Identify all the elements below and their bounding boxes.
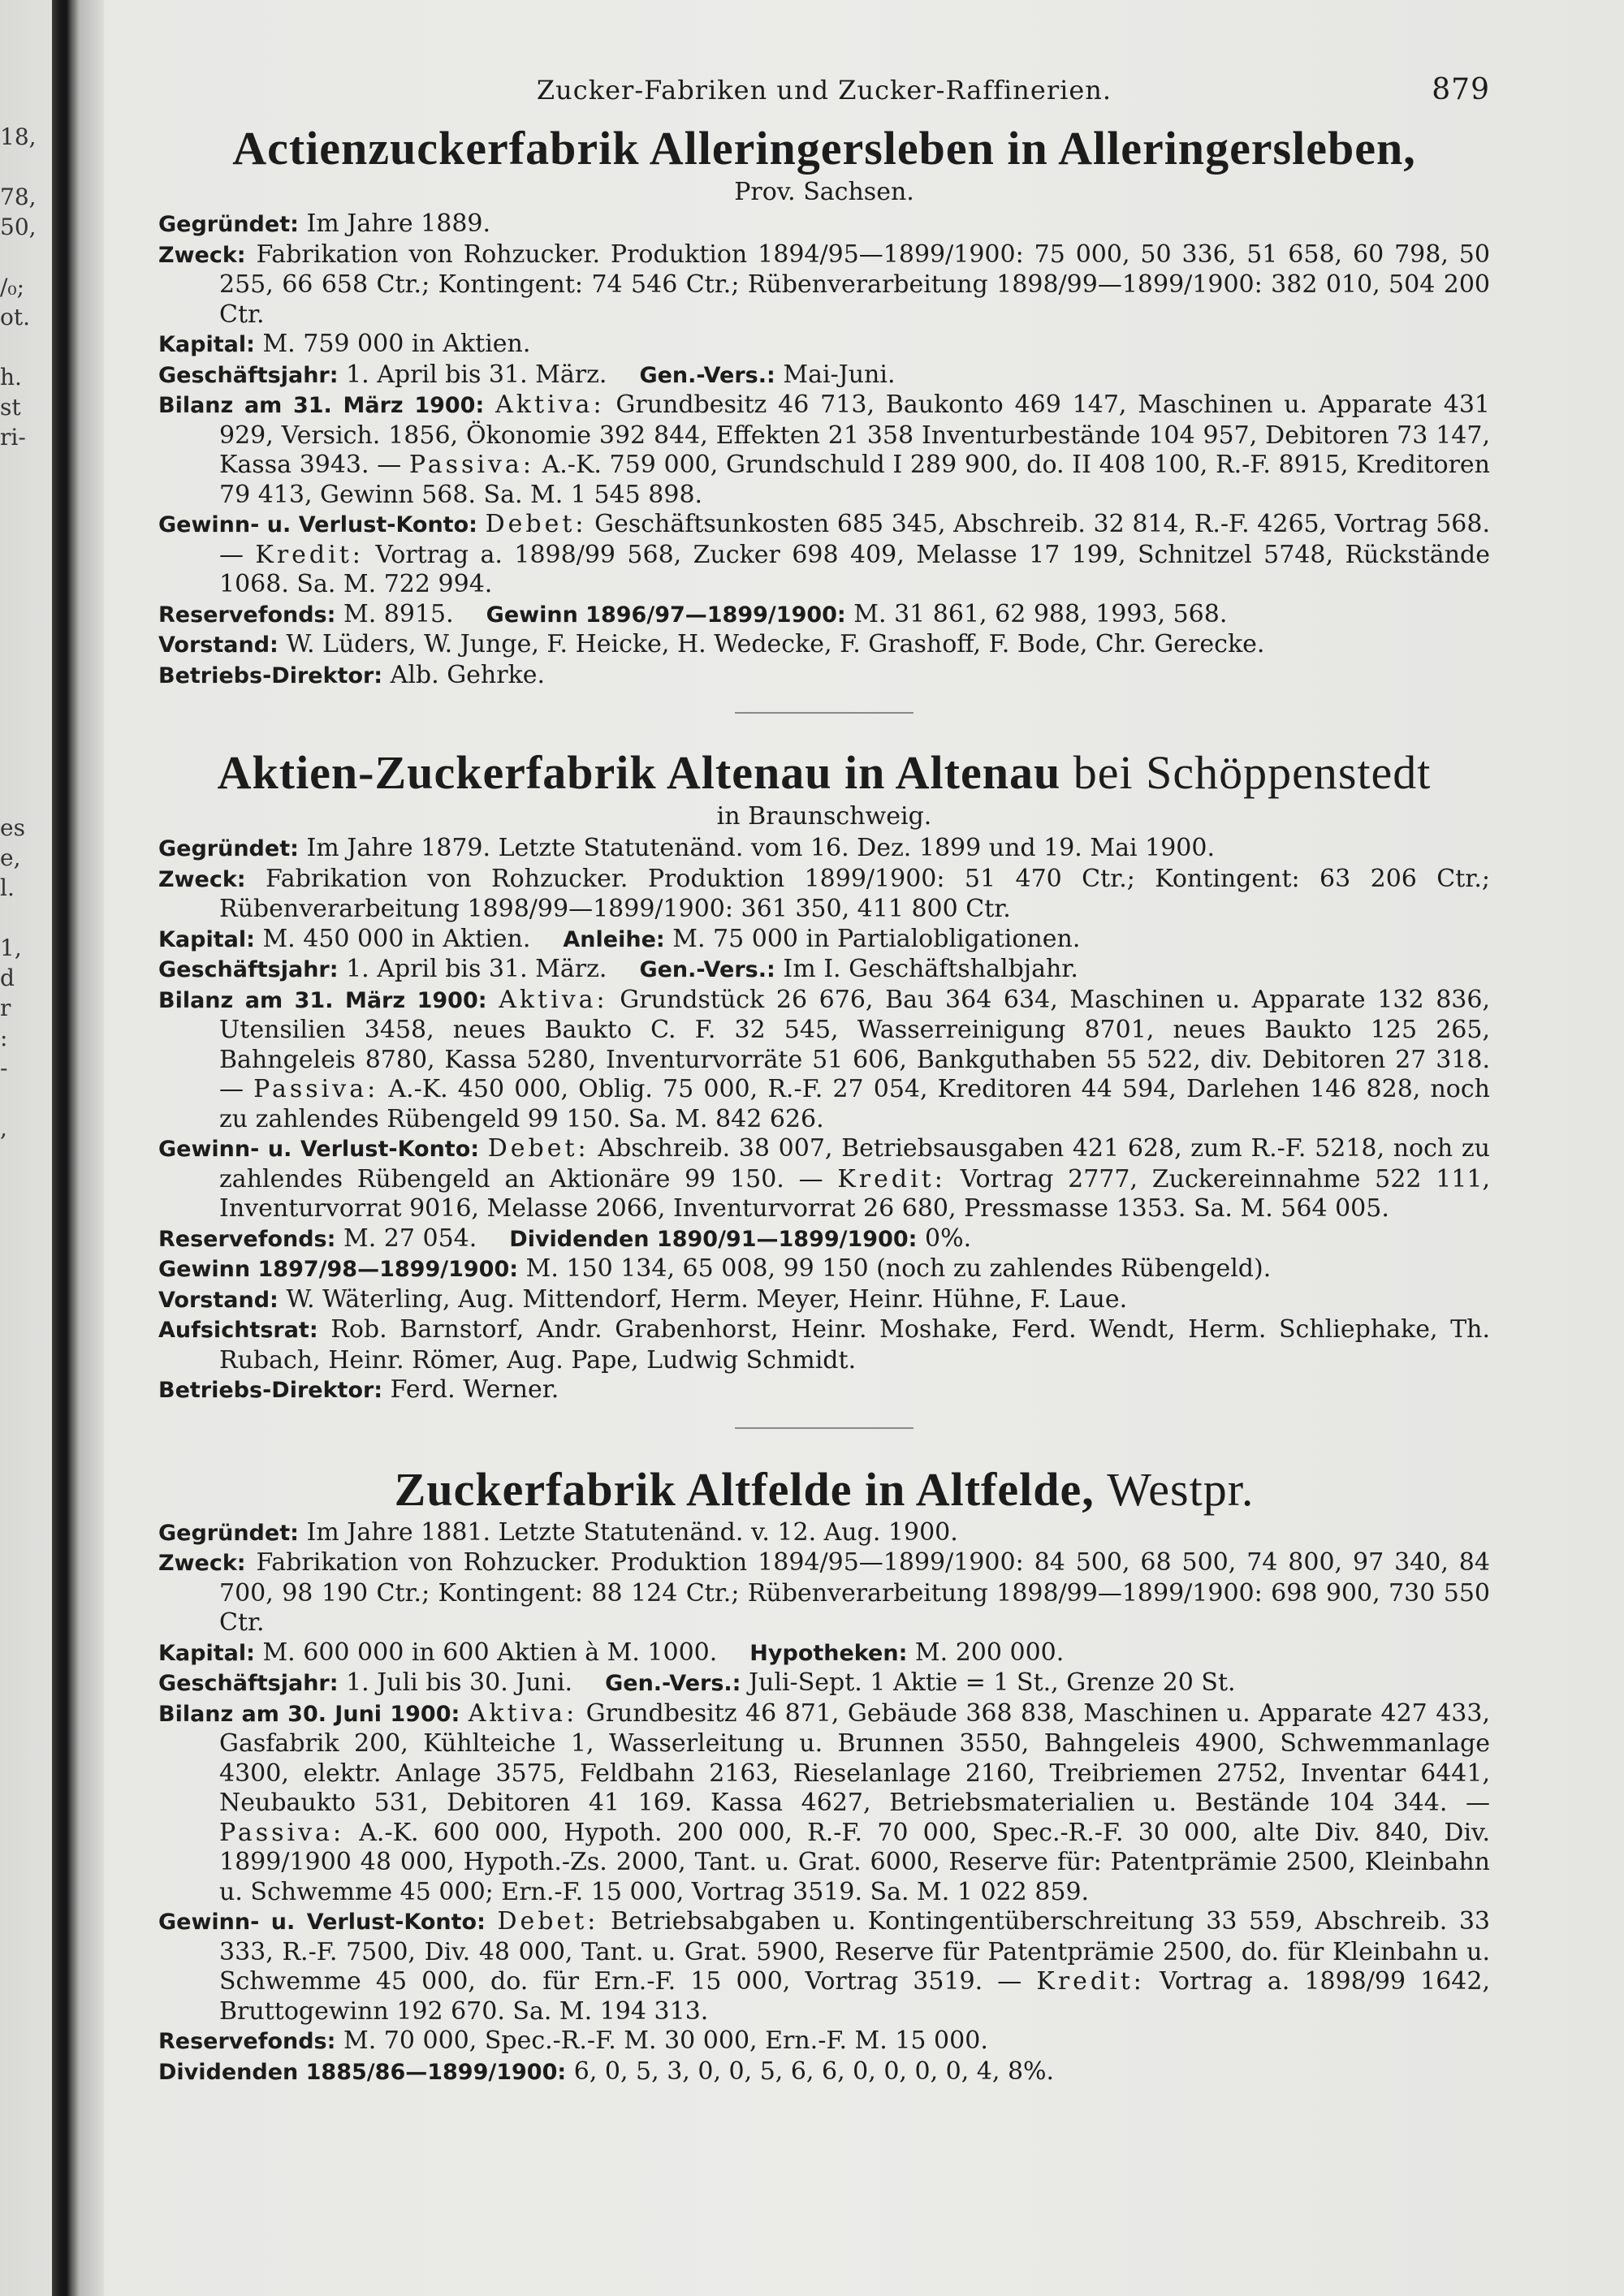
margin-fragment: /₀;	[0, 274, 25, 300]
field-text: Im Jahre 1881. Letzte Statutenänd. v. 12. Aug. 1900.	[306, 1517, 958, 1547]
margin-fragment	[0, 602, 49, 632]
field-label: Gewinn 1897/98—1899/1900:	[158, 1257, 519, 1282]
field-label: Bilanz am 31. März 1900:	[158, 393, 485, 418]
field-text: Grundbesitz 46 871, Gebäude 368 838, Maschinen u. Apparate 427 433, Gasfabrik 200, Kühlteiche 1, Wasserleitung u. Brunnen 3550, Bahngeleis 4900, Schwemmanlage 4300, elektr. Anlage 3575, Feldbahn 2163, Rieselanlage 2160, Treibriemen 2752, Inventar 6441, Neubaukto 531, Debitoren 41 169. Kassa 4627, Betriebsmaterialien u. Bestände 104 344. —	[219, 1698, 1490, 1817]
company-entry	[158, 744, 1490, 1406]
margin-fragment: 50,	[0, 214, 37, 240]
margin-fragment	[0, 723, 49, 753]
field-label: Kapital:	[158, 332, 255, 357]
company-title	[158, 744, 1490, 801]
margin-fragment: 78,	[0, 183, 37, 210]
field-text: W. Lüders, W. Junge, F. Heicke, H. Wedecke, F. Grashoff, F. Bode, Chr. Gerecke.	[286, 630, 1265, 658]
section-label: Debet:	[485, 510, 587, 538]
field-label: Kapital:	[158, 1640, 255, 1666]
field-label: Zweck:	[158, 866, 246, 892]
field-text: M. 27 054.	[343, 1224, 477, 1253]
field-label: Gegründet:	[158, 1520, 299, 1546]
entry-field	[158, 1907, 1490, 2026]
entry-field	[158, 391, 1490, 510]
company-entry	[158, 1461, 1490, 2088]
field-label: Gewinn- u. Verlust-Konto:	[158, 512, 477, 537]
margin-fragment	[0, 783, 49, 813]
field-text: M. 8915.	[343, 599, 454, 628]
entry-field	[158, 330, 1490, 360]
section-label: Kredit:	[255, 540, 364, 569]
field-label: Betriebs-Direktor:	[158, 662, 383, 688]
running-head-title: Zucker-Fabriken und Zucker-Raffinerien.	[536, 75, 1112, 106]
field-text: M. 759 000 in Aktien.	[262, 330, 531, 358]
company-title	[158, 120, 1490, 177]
margin-fragment: 1,	[0, 934, 22, 961]
entry-field	[158, 510, 1490, 600]
margin-fragment: ,	[0, 1115, 7, 1142]
margin-fragment	[0, 242, 49, 272]
section-label: Aktiva:	[468, 1698, 578, 1728]
section-label: Kredit:	[837, 1164, 946, 1193]
margin-fragment: r	[0, 995, 11, 1021]
field-text: Ferd. Werner.	[390, 1375, 559, 1404]
page-number: 879	[1432, 73, 1490, 106]
field-text: Juli-Sept. 1 Aktie = 1 St., Grenze 20 St.	[749, 1668, 1236, 1697]
margin-fragment	[0, 572, 49, 602]
field-text: Mai-Juni.	[783, 360, 896, 389]
company-region: Prov. Sachsen.	[734, 178, 914, 206]
field-text: Betriebsabgaben u. Kontingentüberschreitung 33 559, Abschreib. 33 333, R.-F. 7500, Div. 48 000, Tant. u. Grat. 5900, Reserve für Patentprämie 2500, do. für Kleinbahn u. Schwemme 45 000, do. für Ern.-F. 15 000, Vortrag 3519. —	[219, 1907, 1490, 1996]
margin-fragment	[0, 693, 49, 723]
margin-fragment	[0, 1083, 49, 1113]
margin-fragment	[0, 332, 49, 362]
entry-field	[158, 1375, 1490, 1406]
field-label: Reservefonds:	[158, 2029, 336, 2054]
margin-fragment	[0, 662, 49, 693]
field-text: M. 600 000 in 600 Aktien à M. 1000.	[262, 1638, 718, 1667]
company-name: Aktien-Zuckerfabrik Altenau in Altenau	[217, 746, 1061, 799]
field-text: Im Jahre 1889.	[306, 209, 491, 238]
field-label: Dividenden 1885/86—1899/1900:	[158, 2059, 567, 2085]
field-text: Im Jahre 1879. Letzte Statutenänd. vom 16. Dez. 1899 und 19. Mai 1900.	[306, 834, 1215, 862]
margin-fragment: e,	[0, 844, 21, 871]
margin-fragment	[0, 632, 49, 662]
page-body	[158, 73, 1490, 2087]
margin-fragment	[0, 452, 49, 482]
margin-fragment: h.	[0, 364, 22, 391]
field-label: Dividenden 1890/91—1899/1900:	[509, 1226, 918, 1252]
margin-fragment: ot.	[0, 304, 31, 330]
entry-field	[158, 986, 1490, 1135]
entry-field	[158, 865, 1490, 925]
entry-field	[158, 925, 1490, 956]
entry-field	[158, 1315, 1490, 1375]
field-text: Vortrag 2777, Zuckereinnahme 522 111, Inventurvorrat 9016, Melasse 2066, Inventurvorrat 26 680, Pressmasse 1353. Sa. M. 564 005.	[219, 1164, 1490, 1223]
field-text: Fabrikation von Rohzucker. Produktion 1894/95—1899/1900: 84 500, 68 500, 74 800, 97 340, 84 700, 98 190 Ctr.; Kontingent: 88 124 Ctr.; Rübenverarbeitung 1898/99—1899/1900: 698 900, 730 550 Ctr.	[219, 1548, 1490, 1637]
field-label: Aufsichtsrat:	[158, 1318, 318, 1343]
entry-field	[158, 240, 1490, 330]
field-text: Grundstück 26 676, Bau 364 634, Maschinen u. Apparate 132 836, Utensilien 3458, neues Baukto C. F. 32 545, Wasserreinigung 8701, neues Baukto 125 265, Bahngeleis 8780, Kassa 5280, Inventurvorräte 51 606, Bankguthaben 55 522, div. Debitoren 27 318. —	[219, 985, 1490, 1103]
field-label: Zweck:	[158, 1551, 246, 1576]
company-location: bei Schöppenstedt	[1073, 746, 1432, 799]
field-label: Vorstand:	[158, 632, 279, 658]
entry-field	[158, 1668, 1490, 1699]
field-text: M. 75 000 in Partialobligationen.	[672, 924, 1081, 953]
section-label: Aktiva:	[499, 985, 608, 1014]
field-label: Kapital:	[158, 926, 255, 952]
field-label: Bilanz am 31. März 1900:	[158, 987, 487, 1013]
entry-field	[158, 834, 1490, 865]
field-text: A.-K. 759 000, Grundschuld I 289 900, do. II 408 100, R.-F. 8915, Kreditoren 79 413, Gewinn 568. Sa. M. 1 545 898.	[219, 451, 1490, 509]
field-label: Zweck:	[158, 242, 246, 268]
margin-fragment: ri-	[0, 424, 26, 451]
field-text: Vortrag a. 1898/99 568, Zucker 698 409, Melasse 17 199, Schnitzel 5748, Rückstände 1068. Sa. M. 722 994.	[219, 540, 1490, 598]
entry-field	[158, 2026, 1490, 2057]
field-text: Vortrag a. 1898/99 1642, Bruttogewinn 192 670. Sa. M. 194 313.	[219, 1967, 1491, 2026]
company-entries	[158, 120, 1490, 2087]
entry-field	[158, 1254, 1490, 1285]
entry-field	[158, 360, 1490, 391]
field-text: 0%.	[925, 1224, 972, 1253]
field-label: Gen.-Vers.:	[639, 957, 775, 982]
entry-field	[158, 1134, 1490, 1224]
field-text: Abschreib. 38 007, Betriebsausgaben 421 628, zum R.-F. 5218, noch zu zahlendes Rübengeld an Aktionäre 99 150. —	[219, 1134, 1490, 1193]
field-text: 6, 0, 5, 3, 0, 0, 5, 6, 6, 0, 0, 0, 0, 4, 8%.	[573, 2056, 1055, 2086]
field-label: Vorstand:	[158, 1287, 279, 1313]
margin-fragment	[0, 512, 49, 542]
field-label: Bilanz am 30. Juni 1900:	[158, 1701, 460, 1727]
field-label: Betriebs-Direktor:	[158, 1378, 383, 1403]
field-text: Rob. Barnstorf, Andr. Grabenhorst, Heinr. Moshake, Ferd. Wendt, Herm. Schliephake, Th. Rubach, Heinr. Römer, Aug. Pape, Ludwig Schmidt.	[219, 1315, 1490, 1375]
field-text: Fabrikation von Rohzucker. Produktion 1894/95—1899/1900: 75 000, 50 336, 51 658, 60 798, 50 255, 66 658 Ctr.; Kontingent: 74 546 Ctr.; Rübenverarbeitung 1898/99—1899/1900: 382 010, 504 200 Ctr.	[219, 240, 1490, 329]
section-label: Debet:	[497, 1907, 599, 1936]
field-text: Alb. Gehrke.	[390, 660, 546, 689]
field-text: W. Wäterling, Aug. Mittendorf, Herm. Meyer, Heinr. Hühne, F. Laue.	[286, 1284, 1128, 1314]
field-label: Gewinn- u. Verlust-Konto:	[158, 1910, 486, 1935]
margin-fragment: :	[0, 1025, 8, 1051]
book-gutter-shadow	[52, 0, 104, 2296]
section-label: Passiva:	[219, 1818, 345, 1847]
margin-fragment	[0, 903, 49, 933]
field-label: Hypotheken:	[749, 1640, 908, 1666]
entry-field	[158, 1224, 1490, 1255]
field-text: 1. April bis 31. März.	[346, 360, 607, 389]
margin-fragment: es	[0, 814, 25, 841]
company-entry	[158, 120, 1490, 691]
field-text: Fabrikation von Rohzucker. Produktion 1899/1900: 51 470 Ctr.; Kontingent: 63 206 Ctr.; Rübenverarbeitung 1898/99—1899/1900: 361 350, 411 800 Ctr.	[219, 864, 1490, 923]
company-location: Westpr.	[1107, 1462, 1255, 1516]
field-label: Geschäftsjahr:	[158, 362, 339, 388]
margin-fragment: -	[0, 1055, 8, 1081]
margin-fragment	[0, 753, 49, 783]
company-name: Zuckerfabrik Altfelde in Altfelde,	[394, 1462, 1095, 1516]
entry-separator-rule	[735, 1427, 914, 1429]
entry-field	[158, 1548, 1490, 1638]
field-text: Geschäftsunkosten 685 345, Abschreib. 32 814, R.-F. 4265, Vortrag 568. —	[219, 510, 1490, 569]
field-label: Gewinn 1896/97—1899/1900:	[486, 602, 846, 628]
entry-field	[158, 1638, 1490, 1669]
company-title	[158, 1461, 1490, 1518]
field-label: Gewinn- u. Verlust-Konto:	[158, 1137, 480, 1162]
field-label: Reservefonds:	[158, 1226, 336, 1252]
field-text: M. 31 861, 62 988, 1993, 568.	[853, 599, 1228, 628]
entry-field	[158, 1699, 1490, 1908]
margin-fragment: 18,	[0, 123, 37, 150]
margin-fragment: st	[0, 394, 21, 421]
field-text: A.-K. 450 000, Oblig. 75 000, R.-F. 27 054, Kreditoren 44 594, Darlehen 146 828, noch zu zahlendes Rübengeld 99 150. Sa. M. 842 626.	[219, 1075, 1490, 1133]
field-text: 1. April bis 31. März.	[346, 955, 607, 983]
entry-field	[158, 2057, 1490, 2088]
section-label: Passiva:	[408, 451, 534, 479]
section-label: Aktiva:	[495, 391, 605, 419]
margin-fragment	[0, 482, 49, 512]
entry-field	[158, 630, 1490, 661]
field-text: M. 150 134, 65 008, 99 150 (noch zu zahlendes Rübengeld).	[525, 1254, 1272, 1283]
field-label: Gen.-Vers.:	[639, 362, 775, 388]
entry-field	[158, 661, 1490, 692]
section-label: Passiva:	[253, 1075, 379, 1103]
margin-fragment: d	[0, 965, 15, 991]
margin-fragment	[0, 542, 49, 572]
section-label: Debet:	[487, 1134, 590, 1163]
field-label: Reservefonds:	[158, 602, 336, 628]
previous-page-margin-fragments	[0, 122, 49, 1143]
company-region: in Braunschweig.	[716, 802, 932, 831]
field-text: A.-K. 600 000, Hypoth. 200 000, R.-F. 70 000, Spec.-R.-F. 30 000, alte Div. 840, Div. 1899/1900 48 000, Hypoth.-Zs. 2000, Tant. u. Grat. 6000, Reserve für: Patentprämie 2500, Kleinbahn u. Schwemme 45 000; Ern.-F. 15 000, Vortrag 3519. Sa. M. 1 022 859.	[219, 1818, 1490, 1906]
field-text: M. 200 000.	[914, 1638, 1065, 1667]
field-label: Geschäftsjahr:	[158, 957, 339, 982]
field-label: Geschäftsjahr:	[158, 1671, 339, 1696]
section-label: Kredit:	[1036, 1967, 1145, 1996]
field-label: Anleihe:	[563, 926, 665, 952]
field-text: Grundbesitz 46 713, Baukonto 469 147, Maschinen u. Apparate 431 929, Versich. 1856, Ökonomie 392 844, Effekten 21 358 Inventurbestände 104 957, Debitoren 73 147, Kassa 3943. —	[219, 391, 1490, 479]
running-head	[158, 73, 1490, 114]
entry-field	[158, 1285, 1490, 1316]
field-text: 1. Juli bis 30. Juni.	[346, 1668, 573, 1697]
field-text: M. 450 000 in Aktien.	[262, 924, 531, 953]
company-name: Actienzuckerfabrik Alleringersleben in Alleringersleben,	[232, 122, 1416, 175]
margin-fragment: l.	[0, 874, 15, 901]
field-text: Im I. Geschäftshalbjahr.	[783, 955, 1078, 983]
field-text: M. 70 000, Spec.-R.-F. M. 30 000, Ern.-F. M. 15 000.	[343, 2026, 988, 2055]
entry-field	[158, 1518, 1490, 1549]
entry-field	[158, 209, 1490, 240]
entry-field	[158, 600, 1490, 631]
entry-separator-rule	[735, 712, 914, 714]
entry-field	[158, 955, 1490, 986]
field-label: Gegründet:	[158, 836, 299, 861]
field-label: Gegründet:	[158, 212, 299, 237]
margin-fragment	[0, 152, 49, 182]
field-label: Gen.-Vers.:	[605, 1671, 741, 1696]
